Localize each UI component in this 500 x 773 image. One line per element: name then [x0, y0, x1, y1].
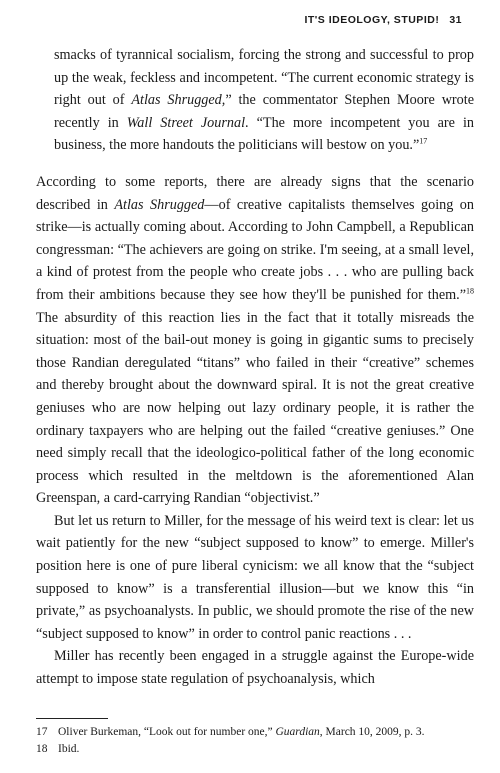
running-header	[304, 14, 462, 26]
footnote-ref-18: 18	[466, 286, 474, 296]
footnotes	[36, 724, 474, 758]
footnote-ref-17: 17	[419, 136, 428, 146]
block-quote: smacks of tyrannical socialism, forcing the strong and successful to prop up the weak, feckless and incompetent. “The current economic strategy is right out of Atlas Shrugged,” the commentator Stephen Moore wrote recently in Wall Street Journal. “The more incompetent you are in business, the more handouts the politicians will bestow on you.”$^{17}$	[54, 47, 474, 154]
running-title: IT'S IDEOLOGY, STUPID!	[304, 14, 440, 26]
page-number: 31	[449, 14, 462, 26]
footnote-18: 18 Ibid.	[36, 743, 80, 755]
paragraph-3: Miller has recently been engaged in a struggle against the Europe-wide attempt to impose state regulation of psychoanalysis, which	[36, 648, 474, 688]
paragraph-2: But let us return to Miller, for the message of his weird text is clear: let us wait patiently for the new “subject supposed to know” to emerge. Miller's position here is one of pure liberal cynicism: we all know that the “subject supposed to know” is a transferential illusion—but we know this “in private,” as psychoanalysts. In public, we should promote the rise of the new “subject supposed to know” in order to control panic reactions . . .	[36, 512, 474, 642]
footnote-rule	[36, 718, 108, 719]
body-text	[36, 44, 474, 691]
footnote-17: 17 Oliver Burkeman, “Look out for number one,” Guardian, March 10, 2009, p. 3.	[36, 726, 425, 738]
paragraph-1: According to some reports, there are already signs that the scenario described in Atlas Shrugged—of creative capitalists themselves going on strike—is actually coming about. According to John Campbell, a Republican congressman: “The achievers are going on strike. I'm seeing, at a small level, a kind of protest from the people who create jobs . . . who are pulling back from their ambitions because they see how they'll be punished for them.”$^{18}$ The absurdity of this reaction lies in the fact that it totally misreads the situation: most of the bail-out money is going in gigantic sums to precisely those Randian deregulated “titans” who failed in their “creative” schemes and thereby brought about the downward spiral. It is not the great creative geniuses who are now helping out lazy ordinary people, it is rather the ordinary taxpayers who are helping out the failed “creative geniuses.” One need simply recall that the ideologico-political father of the long economic process which resulted in the meltdown is the aforementioned Alan Greenspan, a card-carrying Randian “objectivist.”	[36, 173, 474, 507]
